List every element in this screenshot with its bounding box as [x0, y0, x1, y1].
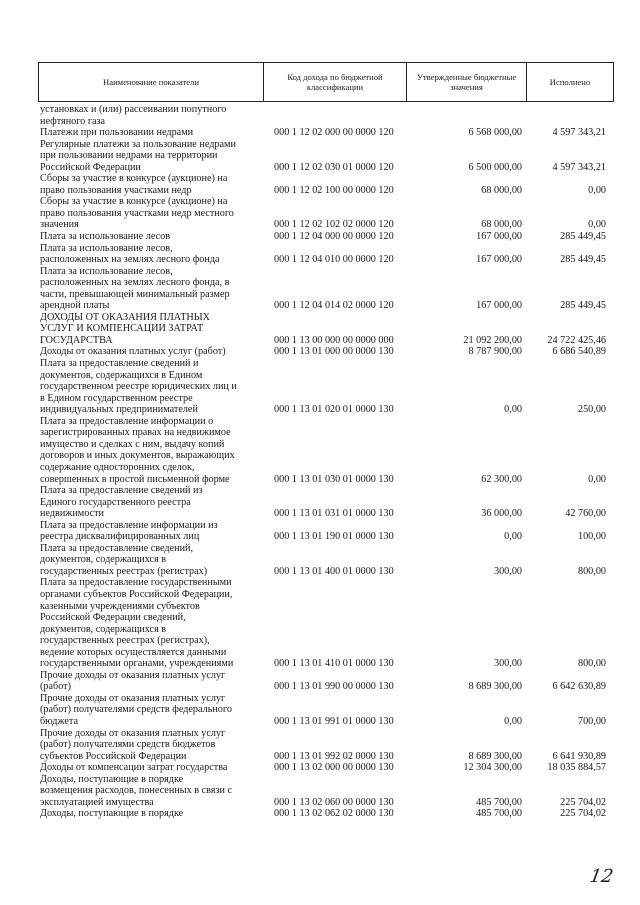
- row-name: Плата за предоставление государственными органами субъектов Российской Федерации, казенными учреждениями субъектов Российской Федерации сведений, документов, содержащихся в государственных реестрах (регистрах), ведение которых осуществляется данными государственными органами, учреждениями: [40, 577, 234, 670]
- table-row: [40, 577, 614, 669]
- row-code: 000 1 12 04 000 00 0000 120: [274, 231, 394, 243]
- table-row: [40, 416, 614, 485]
- table-row: [40, 243, 614, 266]
- row-name: установках и (или) рассеивании попутного нефтяного газа: [40, 104, 227, 127]
- row-name: Доходы от компенсации затрат государства: [40, 762, 228, 774]
- row-exec-value: 285 449,45: [560, 231, 606, 243]
- row-name: Прочие доходы от оказания платных услуг (работ): [40, 669, 226, 693]
- row-name: Платежи при пользовании недрами: [40, 127, 194, 139]
- row-name: Сборы за участие в конкурсе (аукционе) на право пользования участками недр: [40, 173, 228, 196]
- table-row: [40, 358, 614, 416]
- row-exec-value: 6 686 540,89: [552, 346, 606, 358]
- row-name: Плата за предоставление информации о зарегистрированных правах на недвижимое имущество и сделках с ним, выдачу копий договоров и иных документов, выражающих содержание односторонних сделок, совершенных в простой письменной форме: [40, 415, 235, 485]
- row-code: 000 1 13 01 991 01 0000 130: [274, 715, 394, 727]
- row-name: Плата за предоставление информации из реестра дисквалифицированных лиц: [40, 519, 218, 543]
- row-name: Сборы за участие в конкурсе (аукционе) на право пользования участками недр местного значения: [40, 196, 234, 231]
- row-name: Плата за использование лесов: [40, 231, 171, 243]
- table-body: [40, 104, 614, 820]
- row-exec-value: 4 597 343,21: [552, 161, 606, 173]
- table-row: [40, 173, 614, 196]
- row-code: 000 1 13 01 992 02 0000 130: [274, 750, 394, 762]
- table-row: [40, 312, 614, 347]
- row-plan-value: 167 000,00: [476, 231, 522, 243]
- row-code: 000 1 13 00 000 00 0000 000: [274, 334, 394, 346]
- table-row: [40, 196, 614, 231]
- row-name: Плата за использование лесов, расположенных на землях лесного фонда: [40, 242, 220, 266]
- row-code: 000 1 12 02 102 02 0000 120: [274, 219, 394, 231]
- row-exec-value: 285 449,45: [560, 254, 606, 266]
- row-code: 000 1 13 02 062 02 0000 130: [274, 808, 394, 820]
- row-name: Плата за предоставление сведений из Единого государственного реестра недвижимости: [40, 485, 203, 520]
- table-header: [38, 62, 614, 102]
- header-exec-column: Исполнено: [549, 77, 591, 87]
- row-plan-value: 68 000,00: [481, 184, 522, 196]
- table-row: [40, 543, 614, 578]
- row-exec-value: 800,00: [577, 565, 606, 577]
- row-exec-value: 225 704,02: [560, 808, 606, 820]
- row-name: Доходы от оказания платных услуг (работ): [40, 346, 226, 358]
- row-plan-value: 0,00: [504, 531, 522, 543]
- row-plan-value: 300,00: [493, 658, 522, 670]
- row-code: 000 1 12 02 100 00 0000 120: [274, 184, 394, 196]
- row-name: Прочие доходы от оказания платных услуг (работ) получателями средств федерального бюджета: [40, 692, 232, 727]
- row-code: 000 1 13 01 400 01 0000 130: [274, 565, 394, 577]
- table-row: [40, 693, 614, 728]
- row-plan-value: 6 500 000,00: [468, 161, 522, 173]
- table-row: [40, 728, 614, 763]
- table-row: [40, 346, 614, 358]
- row-code: 000 1 12 04 010 00 0000 120: [274, 254, 394, 266]
- row-exec-value: 42 760,00: [565, 508, 606, 520]
- row-exec-value: 225 704,02: [560, 796, 606, 808]
- row-plan-value: 68 000,00: [481, 219, 522, 231]
- row-exec-value: 4 597 343,21: [552, 127, 606, 139]
- row-name: Плата за предоставление сведений, документов, содержащихся в государственных реестрах (регистрах): [40, 542, 208, 577]
- row-code: 000 1 13 01 031 01 0000 130: [274, 508, 394, 520]
- table-row: [40, 104, 614, 127]
- row-exec-value: 250,00: [577, 404, 606, 416]
- row-name: Прочие доходы от оказания платных услуг (работ) получателями средств бюджетов субъектов Российской Федерации: [40, 727, 226, 762]
- row-code: 000 1 13 02 060 00 0000 130: [274, 796, 394, 808]
- table-row: [40, 139, 614, 174]
- header-plan-column: Утвержденные бюджетные значения: [407, 63, 527, 101]
- table-row: [40, 127, 614, 139]
- row-exec-value: 24 722 425,46: [547, 334, 606, 346]
- row-exec-value: 700,00: [577, 715, 606, 727]
- table-row: [40, 808, 614, 820]
- page-number: 12: [588, 866, 615, 887]
- table-row: [40, 520, 614, 543]
- row-code: 000 1 13 01 020 01 0000 130: [274, 404, 394, 416]
- row-code: 000 1 13 01 000 00 0000 130: [274, 346, 394, 358]
- row-plan-value: 300,00: [493, 565, 522, 577]
- row-plan-value: 167 000,00: [476, 254, 522, 266]
- row-plan-value: 8 689 300,00: [468, 750, 522, 762]
- row-plan-value: 36 000,00: [481, 508, 522, 520]
- row-exec-value: 285 449,45: [560, 300, 606, 312]
- row-code: 000 1 13 01 190 01 0000 130: [274, 531, 394, 543]
- row-exec-value: 6 641 930,89: [552, 750, 606, 762]
- row-code: 000 1 12 02 030 01 0000 120: [274, 161, 394, 173]
- row-name: Доходы, поступающие в порядке возмещения расходов, понесенных в связи с эксплуатацией имущества: [40, 773, 232, 808]
- header-code-column: Код дохода по бюджетной классификации: [264, 63, 407, 101]
- row-plan-value: 12 304 300,00: [463, 762, 522, 774]
- row-exec-value: 800,00: [577, 658, 606, 670]
- row-exec-value: 100,00: [577, 531, 606, 543]
- row-plan-value: 6 568 000,00: [468, 127, 522, 139]
- row-code: 000 1 13 02 000 00 0000 130: [274, 762, 394, 774]
- row-plan-value: 485 700,00: [476, 808, 522, 820]
- row-plan-value: 485 700,00: [476, 796, 522, 808]
- row-exec-value: 0,00: [588, 473, 606, 485]
- row-plan-value: 8 689 300,00: [468, 681, 522, 693]
- row-exec-value: 18 035 884,57: [547, 762, 606, 774]
- table-row: [40, 774, 614, 809]
- row-plan-value: 0,00: [504, 404, 522, 416]
- table-row: [40, 670, 614, 693]
- row-code: 000 1 12 02 000 00 0000 120: [274, 127, 394, 139]
- row-code: 000 1 13 01 030 01 0000 130: [274, 473, 394, 485]
- row-name: Регулярные платежи за пользование недрами при пользовании недрами на территории Российской Федерации: [40, 138, 236, 173]
- row-code: 000 1 13 01 990 00 0000 130: [274, 681, 394, 693]
- row-name: Доходы, поступающие в порядке: [40, 808, 184, 820]
- table-row: [40, 266, 614, 312]
- row-plan-value: 8 787 900,00: [468, 346, 522, 358]
- row-plan-value: 62 300,00: [481, 473, 522, 485]
- row-plan-value: 21 092 200,00: [463, 334, 522, 346]
- row-code: 000 1 12 04 014 02 0000 120: [274, 300, 394, 312]
- table-row: [40, 762, 614, 774]
- row-plan-value: 167 000,00: [476, 300, 522, 312]
- row-exec-value: 0,00: [588, 219, 606, 231]
- row-name: Плата за предоставление сведений и документов, содержащихся в Едином государственном реестре юридических лиц и в Едином государственном реестре индивидуальных предпринимателей: [40, 358, 237, 416]
- row-plan-value: 0,00: [504, 715, 522, 727]
- table-row: [40, 231, 614, 243]
- row-code: 000 1 13 01 410 01 0000 130: [274, 658, 394, 670]
- header-name-column: Наименование показатели: [39, 63, 264, 101]
- row-exec-value: 0,00: [588, 184, 606, 196]
- row-exec-value: 6 642 630,89: [552, 681, 606, 693]
- row-name: Плата за использование лесов, расположенных на землях лесного фонда, в части, превышающей минимальный размер арендной платы: [40, 265, 230, 312]
- table-row: [40, 485, 614, 520]
- row-name: ДОХОДЫ ОТ ОКАЗАНИЯ ПЛАТНЫХ УСЛУГ И КОМПЕНСАЦИИ ЗАТРАТ ГОСУДАРСТВА: [40, 311, 211, 346]
